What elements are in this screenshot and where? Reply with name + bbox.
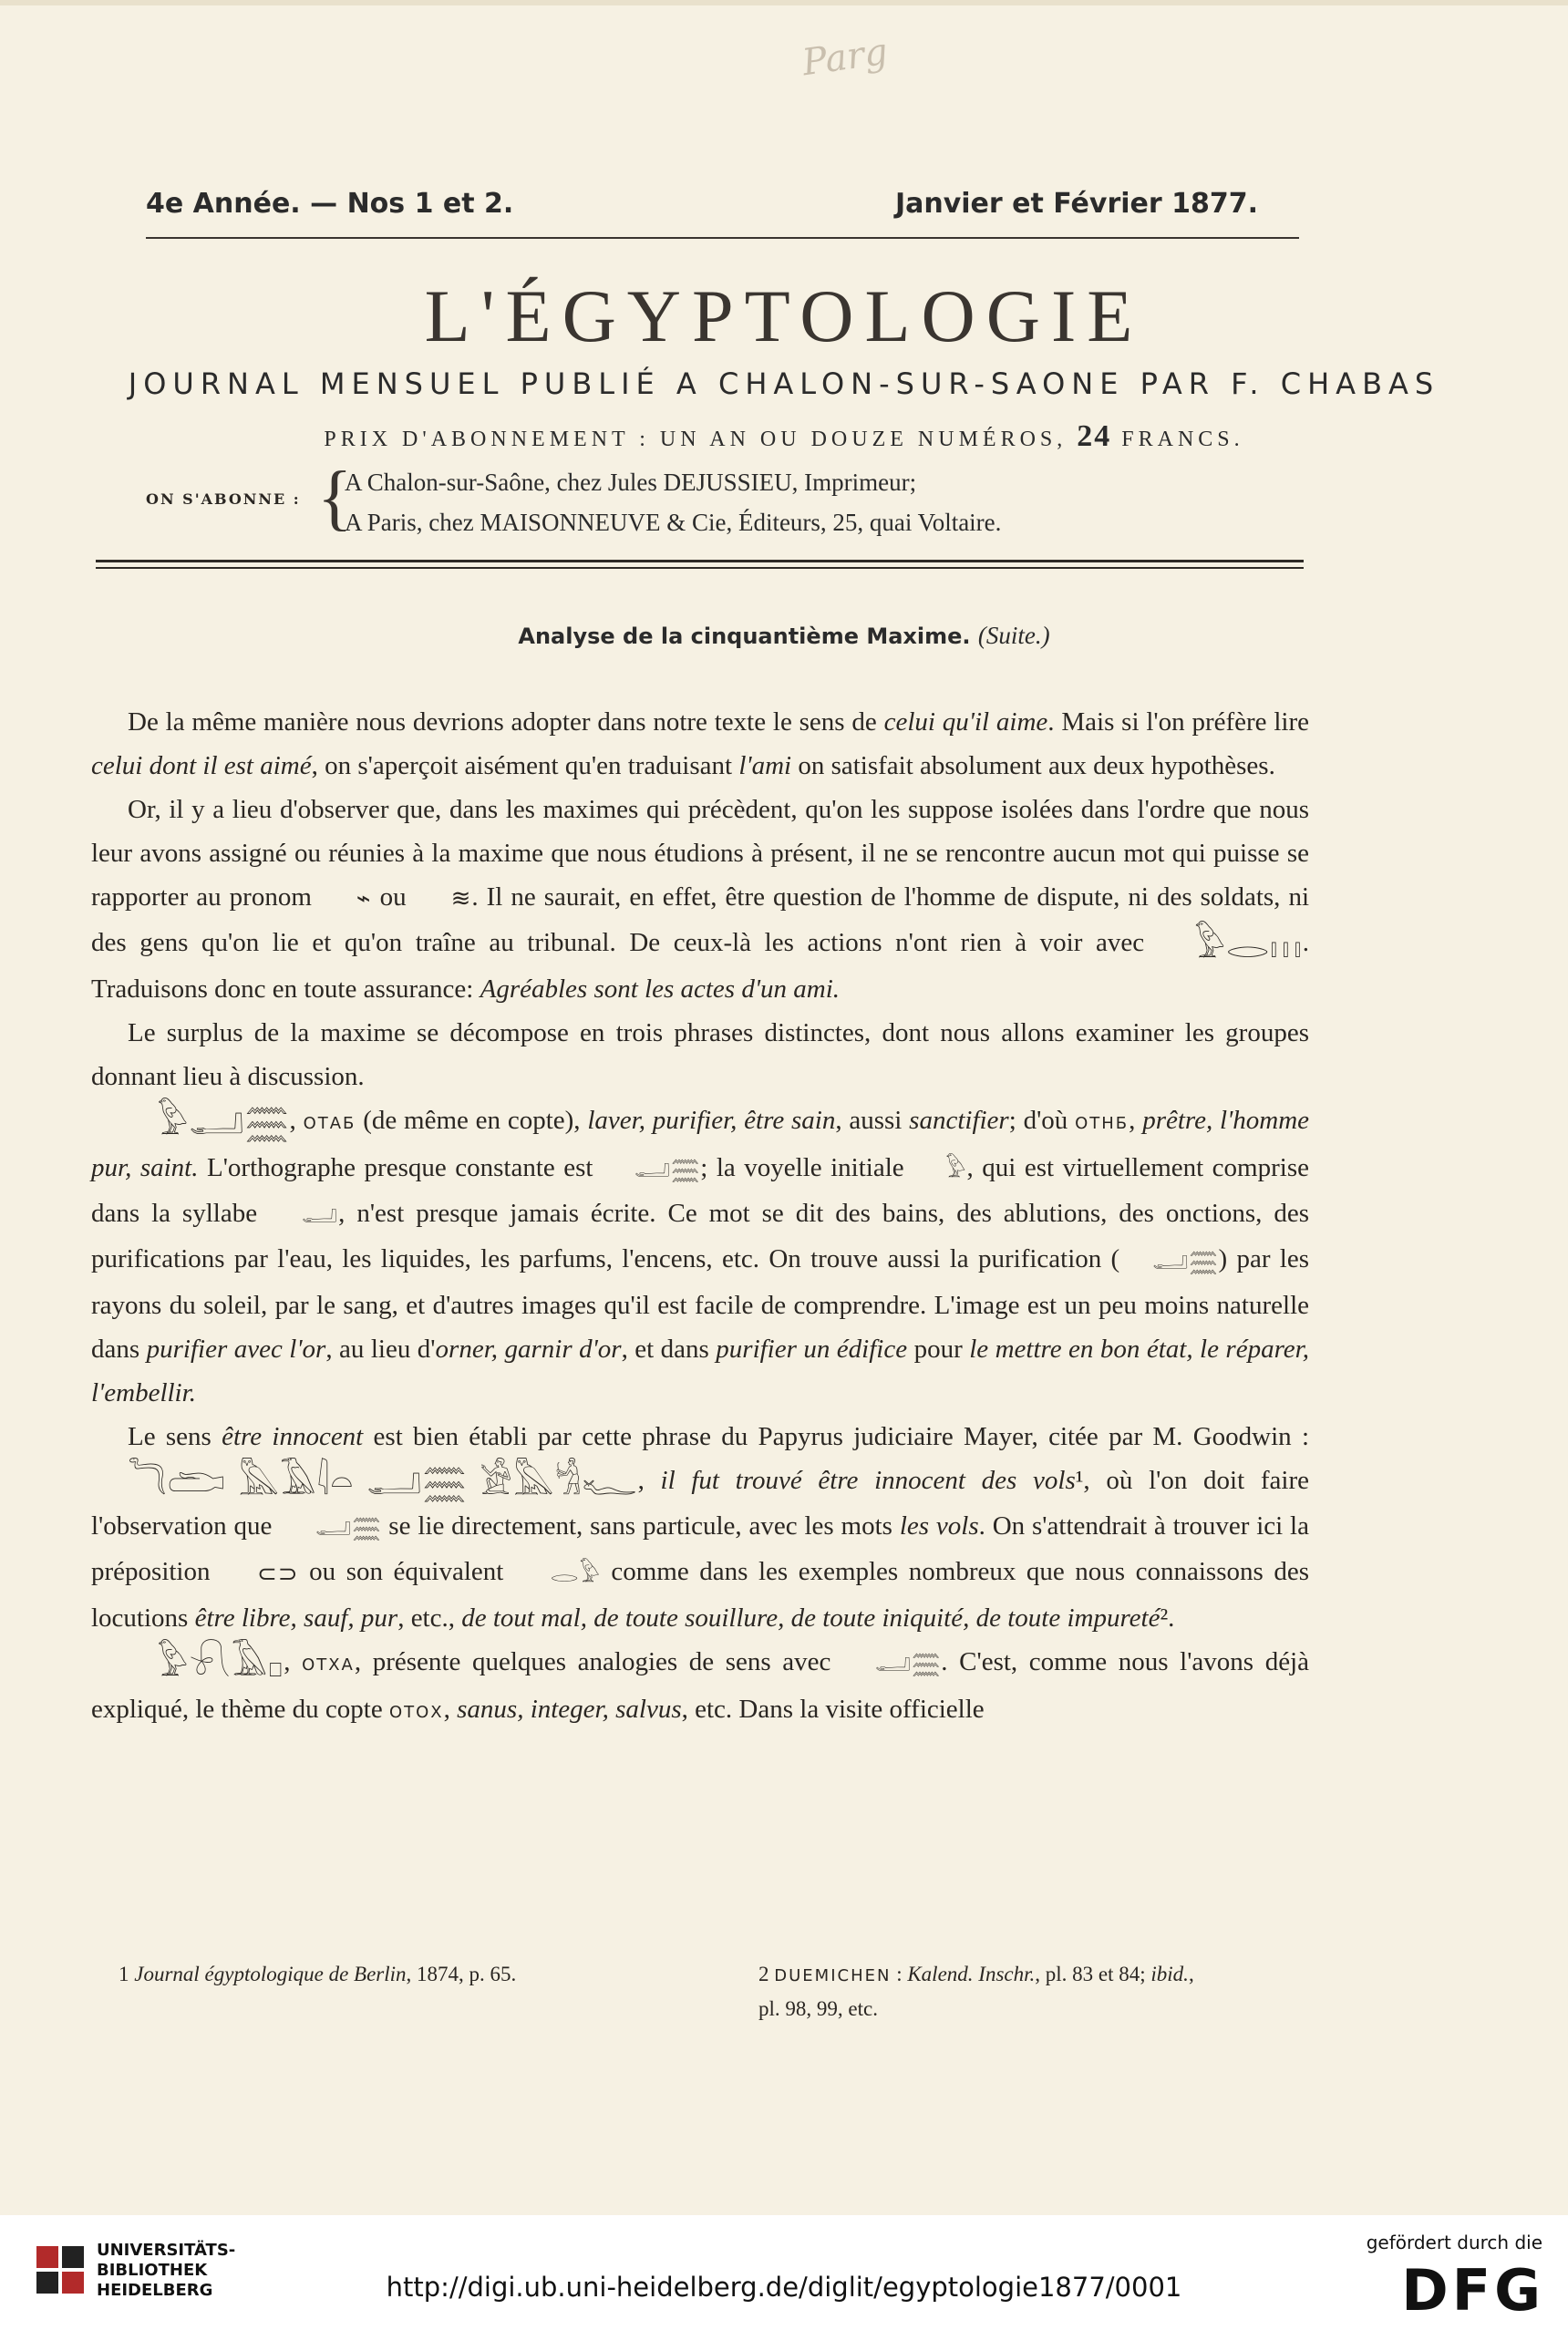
masthead-rule-bottom: [96, 567, 1304, 569]
masthead-rule-top: [96, 560, 1304, 562]
header-rule: [146, 237, 1299, 239]
paragraph-4: [91, 1098, 1309, 1415]
coptic-word: ОТАБ: [303, 1113, 356, 1133]
text: pour: [907, 1334, 970, 1364]
italic-text: les vols: [899, 1511, 979, 1541]
text: , 1874, p. 65.: [406, 1963, 517, 1985]
article-title: Analyse de la cinquantième Maxime.: [518, 624, 971, 649]
paragraph-2: [91, 788, 1309, 1011]
italic-text: Kalend. Inschr.: [907, 1963, 1036, 1985]
text: ,: [1129, 1105, 1143, 1135]
text: ,: [289, 1105, 304, 1135]
hieroglyph-ab-icon: 𓂝𓈗: [315, 1514, 382, 1542]
text: ou son équivalent: [298, 1557, 514, 1587]
text: . Mais si l'on préfère lire: [1047, 707, 1309, 737]
text: on satisfait absolument aux deux hypothèses.: [791, 751, 1275, 780]
italic-text: le mettre en bon état, le réparer, l'embellir.: [91, 1334, 1309, 1407]
hieroglyph-preposition-icon: 𓂋𓅱: [550, 1560, 601, 1588]
price-suffix: FRANCS.: [1121, 428, 1244, 451]
article-body: [91, 700, 1309, 1735]
text: Le sens: [128, 1421, 222, 1451]
italic-text: Journal égyptologique de Berlin: [134, 1963, 407, 1985]
footnote-2: [758, 1958, 1324, 2026]
text: L'orthographe presque constante est: [198, 1152, 602, 1182]
footnote-1: [119, 1958, 516, 1991]
italic-text: sanctifier: [909, 1105, 1009, 1135]
text: ,: [1188, 1963, 1194, 1985]
scan-edge: [0, 0, 1568, 5]
text: , présente quelques analogies de sens avec: [354, 1646, 843, 1676]
text: , et dans: [621, 1334, 717, 1364]
subscribe-chalon: A Chalon-sur-Saône, chez Jules DEJUSSIEU, Imprimeur;: [345, 469, 917, 496]
paragraph-1: [91, 700, 1309, 788]
text: se lie directement, sans particule, avec les mots: [381, 1511, 900, 1541]
text: ) par les rayons du soleil, par le sang, et d'autres images qu'il est facile de comprendre. L'image est un peu moins naturelle dans: [91, 1244, 1309, 1364]
footnote-mark: 2: [758, 1963, 769, 1985]
hieroglyph-uza-icon: 𓅱𓍯𓄿𓊪: [157, 1643, 284, 1686]
text: Or, il y a lieu d'observer que, dans les maximes qui précèdent, qu'on les suppose isolées dans l'ordre que nous leur avons assigné ou réunies à la maxime que nous étudions à présent, il ne se rencontre aucun mot qui puisse se rapporter au pronom: [91, 795, 1309, 912]
italic-text: purifier un édifice: [716, 1334, 908, 1364]
hieroglyph-ab-icon: 𓂝𓈗: [875, 1650, 942, 1678]
price-amount: 24: [1077, 419, 1112, 453]
text: , etc. Dans la visite officielle: [681, 1694, 985, 1724]
hieroglyph-arm-icon: 𓂝: [302, 1201, 339, 1230]
text: , etc.,: [397, 1603, 462, 1633]
text: , aussi: [835, 1105, 910, 1135]
paragraph-5: [91, 1415, 1309, 1640]
text: . Il ne saurait, en effet, être question de l'homme de dispute, ni des soldats, ni des gens qu'on lie et qu'on traîne au tribunal. De ceux-là les actions n'ont rien à voir avec: [91, 882, 1310, 958]
italic-text: être innocent: [222, 1421, 364, 1451]
hieroglyph-pronoun-icon: ⌁: [356, 885, 372, 913]
text: :: [891, 1963, 908, 1985]
text: ,: [443, 1694, 458, 1724]
hieroglyph-group-icon: 𓅱𓂋𓏥: [1193, 923, 1303, 966]
text: De la même manière nous devrions adopter dans notre texte le sens de: [128, 707, 884, 737]
text: ,: [637, 1465, 661, 1495]
viewer-footer: [0, 2215, 1568, 2330]
italic-text: prêtre, l'homme pur, saint.: [91, 1105, 1310, 1182]
article-heading: [0, 622, 1568, 650]
library-line: UNIVERSITÄTS-: [97, 2241, 236, 2260]
brace-icon: {: [317, 458, 353, 538]
text: , n'est presque jamais écrite. Ce mot se dit des bains, des ablutions, des onctions, des purifications par l'eau, les liquides, les parfums, l'encens, etc. On trouve aussi la purification (: [91, 1199, 1309, 1274]
hieroglyph-chick-icon: 𓅱: [945, 1156, 967, 1184]
italic-text: ibid.: [1150, 1963, 1189, 1985]
hieroglyph-uab-icon: 𓅱𓂝𓈗: [157, 1101, 290, 1144]
author-name: DUEMICHEN: [774, 1966, 892, 1985]
text: Le surplus de la maxime se décompose en trois phrases distinctes, dont nous allons examiner les groupes donnant lieu à discussion.: [91, 1017, 1309, 1091]
italic-text: Agréables sont les actes d'un ami.: [480, 974, 841, 1004]
italic-text: être libre, sauf, pur: [194, 1603, 398, 1633]
text: ¹, où l'on doit faire l'observation que: [91, 1465, 1309, 1541]
subscription-price: [0, 419, 1568, 454]
journal-title: L'ÉGYPTOLOGIE: [424, 274, 1144, 357]
text: . On s'attendrait à trouver ici la préposition: [91, 1511, 1309, 1587]
hieroglyph-ab-icon: 𓂝𓈗: [634, 1156, 701, 1184]
paragraph-3: [91, 1011, 1309, 1098]
text: . C'est, comme nous l'avons déjà expliqué, le thème du copte: [91, 1646, 1309, 1724]
hieroglyph-sentence-icon: 𓆓𓂧 𓅓𓄿𓇋𓏏 𓂝𓈗 𓀀𓅓𓀜𓆑: [128, 1461, 638, 1504]
italic-text: il fut trouvé être innocent des vols: [660, 1465, 1076, 1495]
funding-label: gefördert durch die: [1366, 2232, 1542, 2253]
italic-text: celui dont il est aimé: [91, 751, 312, 780]
coptic-word: ОТНБ: [1075, 1113, 1130, 1133]
italic-text: orner, garnir d'or: [435, 1334, 622, 1364]
text: ; d'où: [1008, 1105, 1076, 1135]
issue-date: Janvier et Février 1877.: [894, 188, 1258, 220]
text: est bien établi par cette phrase du Papyrus judiciaire Mayer, citée par M. Goodwin :: [363, 1421, 1309, 1451]
italic-text: laver, purifier, être sain: [587, 1105, 836, 1135]
pencil-annotation: Parg: [799, 30, 891, 85]
journal-subtitle: JOURNAL MENSUEL PUBLIÉ A CHALON-SUR-SAONE PAR F. CHABAS: [128, 366, 1440, 401]
italic-text: de tout mal, de toute souillure, de toute iniquité, de toute impureté: [461, 1603, 1161, 1633]
hieroglyph-ab-icon: 𓂝𓈗: [1152, 1247, 1219, 1275]
text: , au lieu d': [325, 1334, 436, 1364]
text: , qui est virtuellement comprise dans la syllabe: [91, 1152, 1309, 1229]
footnote-2-line-2: pl. 98, 99, etc.: [758, 1997, 878, 2020]
paragraph-6: [91, 1640, 1309, 1735]
text: , on s'aperçoit aisément qu'en traduisant: [311, 751, 739, 780]
italic-text: celui qu'il aime: [883, 707, 1048, 737]
coptic-word: ОТОХ: [388, 1702, 444, 1722]
italic-text: purifier avec l'or: [146, 1334, 326, 1364]
italic-text: l'ami: [738, 751, 792, 780]
text: , pl. 83 et 84;: [1035, 1963, 1151, 1985]
subscribe-label: ON S'ABONNE :: [146, 490, 301, 508]
text: comme dans les exemples nombreux que nous connaissons des locutions: [91, 1557, 1309, 1633]
text: (de même en copte),: [356, 1105, 588, 1135]
footnote-mark: 1: [119, 1963, 129, 1985]
subscribe-paris: A Paris, chez MAISONNEUVE & Cie, Éditeurs, 25, quai Voltaire.: [345, 509, 1002, 536]
source-url-link[interactable]: http://digi.ub.uni-heidelberg.de/diglit/egyptologie1877/0001: [386, 2272, 1182, 2303]
text: . Traduisons donc en toute assurance:: [91, 928, 1309, 1004]
text: ,: [284, 1646, 303, 1676]
article-suite: (Suite.): [977, 622, 1050, 649]
text: ; la voyelle initiale: [700, 1152, 913, 1182]
text: ².: [1160, 1603, 1175, 1633]
hieroglyph-water-icon: ≋: [450, 885, 472, 913]
issue-number: 4e Année. — Nos 1 et 2.: [146, 188, 514, 220]
library-line: HEIDELBERG: [97, 2281, 213, 2300]
price-prefix: PRIX D'ABONNEMENT : UN AN OU DOUZE NUMÉROS,: [324, 428, 1068, 451]
dfg-logo: DFG: [1401, 2257, 1544, 2324]
hieroglyph-mouth-icon: ⊂⊃: [257, 1560, 299, 1588]
italic-text: sanus, integer, salvus: [457, 1694, 682, 1724]
coptic-word: ОТХА: [302, 1655, 355, 1675]
library-line: BIBLIOTHEK: [97, 2261, 208, 2280]
text: ou: [371, 882, 415, 912]
